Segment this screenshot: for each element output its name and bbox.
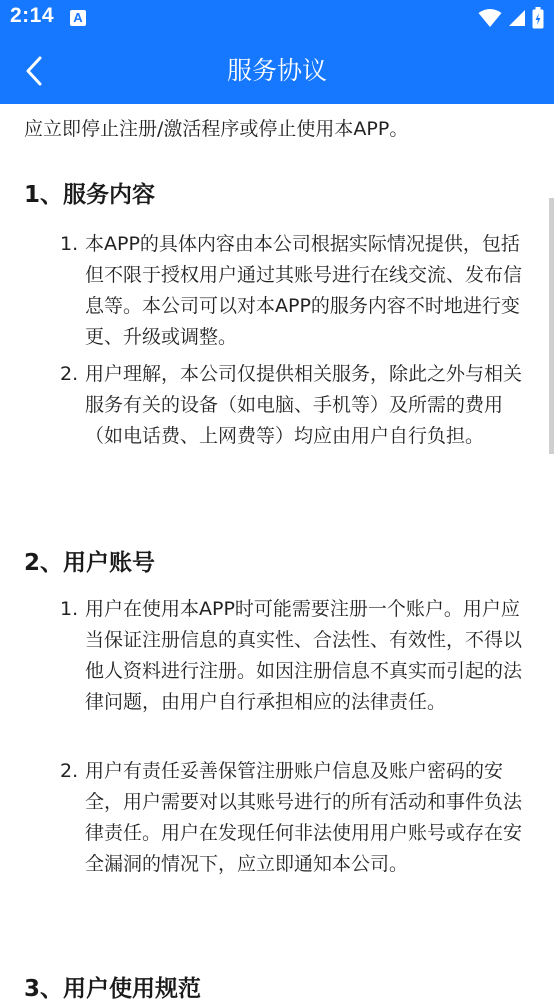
notification-glyph: A (73, 10, 83, 25)
page-title: 服务协议 (226, 56, 327, 85)
list-item (60, 229, 522, 353)
list-item (60, 756, 522, 880)
section-heading-usage-rules: 3、用户使用规范 (24, 976, 202, 1002)
list-number: 1. (60, 233, 79, 255)
scrollbar[interactable] (549, 198, 554, 454)
wifi-icon (478, 8, 502, 28)
list-text: 用户有责任妥善保管注册账户信息及账户密码的安全，用户需要对以其账号进行的所有活动和事件负法律责任。用户在发现任何非法使用用户账号或存在安全漏洞的情况下，应立即通知本公司。 (85, 760, 523, 875)
notification-icon (70, 10, 86, 26)
intro-text: 应立即停止注册/激活程序或停止使用本APP。 (24, 118, 409, 140)
back-button[interactable] (14, 51, 54, 91)
battery-icon (532, 7, 544, 29)
list-number: 1. (60, 598, 79, 620)
app-bar (0, 37, 554, 104)
list-item (60, 359, 522, 452)
list-text: 本APP的具体内容由本公司根据实际情况提供，包括但不限于授权用户通过其账号进行在线交流、发布信息等。本公司可以对本APP的服务内容不时地进行变更、升级或调整。 (85, 233, 523, 348)
list-text: 用户理解，本公司仅提供相关服务，除此之外与相关服务有关的设备（如电脑、手机等）及所需的费用（如电话费、上网费等）均应由用户自行负担。 (85, 363, 523, 447)
chevron-left-icon (24, 55, 44, 87)
agreement-content[interactable] (0, 104, 554, 1002)
status-icons (478, 7, 544, 29)
cellular-signal-icon (508, 9, 526, 27)
section-heading-service-content: 1、服务内容 (24, 182, 156, 208)
list-item (60, 594, 522, 718)
section-heading-user-account: 2、用户账号 (24, 550, 156, 576)
list-text: 用户在使用本APP时可能需要注册一个账户。用户应当保证注册信息的真实性、合法性、有效性，不得以他人资料进行注册。如因注册信息不真实而引起的法律问题，由用户自行承担相应的法律责任。 (85, 598, 523, 713)
list-number: 2. (60, 363, 79, 385)
status-bar (0, 0, 554, 37)
status-time: 2:14 (10, 4, 55, 27)
list-number: 2. (60, 760, 79, 782)
